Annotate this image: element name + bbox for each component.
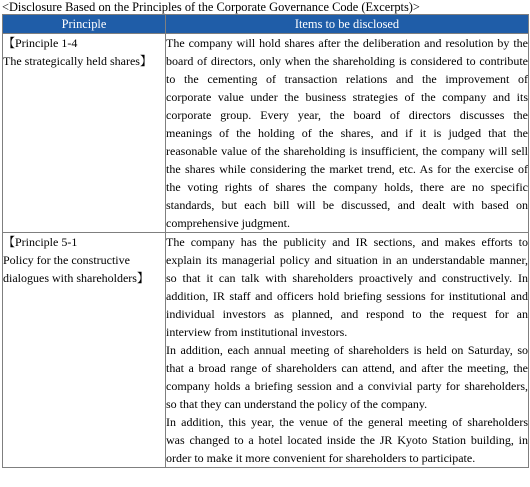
column-header-items: Items to be disclosed [166,15,529,34]
disclosure-line: individual investors as planned, and respond to the request for an [166,307,528,321]
principle-line: Policy for the constructive [3,253,130,267]
disclosure-line: corporate value under the business strategies of the company and its [166,90,528,104]
governance-disclosure-table [2,14,529,468]
disclosure-cell [166,233,529,468]
disclosure-line: In addition, each annual meeting of shareholders is held on Saturday, so [166,343,528,357]
disclosure-line: comprehensive judgment. [166,216,290,230]
disclosure-line: that a broad range of shareholders can attend, and after the meeting, the [166,361,528,375]
principle-cell [3,233,166,468]
disclosure-line: In addition, this year, the venue of the general meeting of shareholders [166,415,528,429]
disclosure-line: explain its managerial policy and situation in an understandable manner, [166,253,528,267]
table-caption: <Disclosure Based on the Principles of the Corporate Governance Code (Excerpts)> [2,0,420,14]
disclosure-line: The company has the publicity and IR sections, and makes efforts to [166,235,528,249]
disclosure-line: interview from institutional investors. [166,325,348,339]
disclosure-line: standards, but each bill will be discussed, and dealt with based on [166,198,528,212]
disclosure-line: addition, IR staff and officers hold briefing sessions for institutional and [166,289,528,303]
table-body [3,34,529,468]
disclosure-line: so that they can understand the policy of the company. [166,397,428,411]
principle-cell [3,34,166,233]
disclosure-line: was changed to a hotel located inside the JR Kyoto Station building, in [166,433,528,447]
principle-line: dialogues with shareholders】 [3,271,149,285]
disclosure-line: so that it can talk with shareholders proactively and constructively. In [166,271,528,285]
principle-line: The strategically held shares】 [3,54,152,68]
disclosure-line: board of directors, only when the shareholding is considered to contribute [166,54,528,68]
disclosure-line: meanings of the holding of the shares, and if it is judged that the [166,126,528,140]
principle-line: 【Principle 5-1 [3,235,78,249]
disclosure-line: company holds a briefing session and a convivial party for shareholders, [166,379,528,393]
table-header-row [3,15,529,34]
principle-line: 【Principle 1-4 [3,36,78,50]
disclosure-line: The company will hold shares after the deliberation and resolution by the [166,36,528,50]
disclosure-line: order to make it more convenient for shareholders to participate. [166,451,476,465]
disclosure-cell [166,34,529,233]
disclosure-line: the voting rights of shares the company holds, there are no specific [166,180,528,194]
disclosure-line: reasonable value of the shareholding is insufficient, the company will sell [166,144,528,158]
disclosure-line: corporate group. Every year, the board of directors discusses the [166,108,528,122]
column-header-principle: Principle [3,15,166,34]
disclosure-line: the shares while considering the market trend, etc. As for the exercise of [166,162,528,176]
table-row [3,233,529,468]
disclosure-line: to the cementing of transaction relations and the improvement of [166,72,528,86]
table-row [3,34,529,233]
